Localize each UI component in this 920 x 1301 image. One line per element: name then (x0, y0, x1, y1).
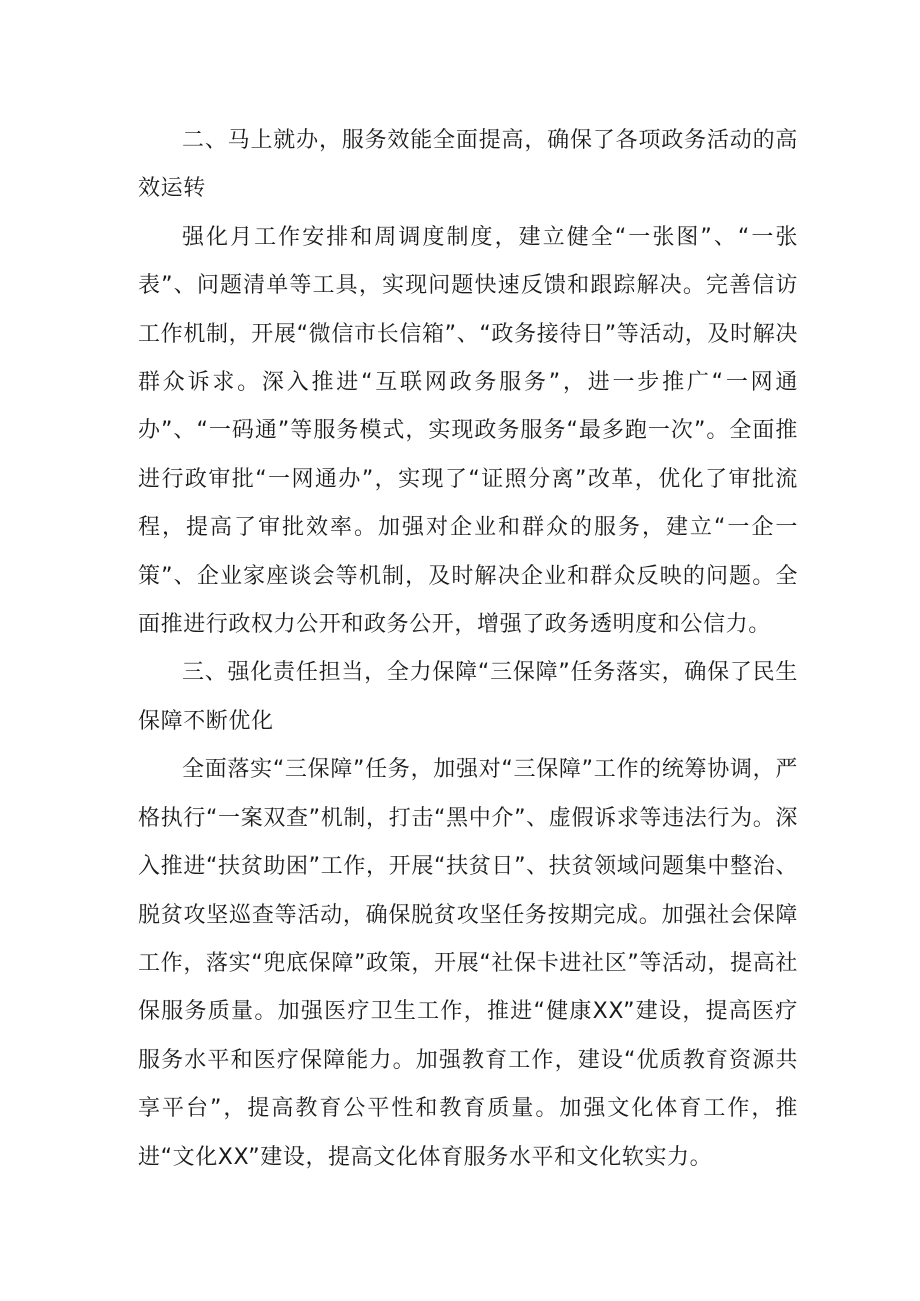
section-heading-3: 三、强化责任担当，全力保障“三保障”任务落实，确保了民生保障不断优化 (138, 660, 798, 734)
section-heading-2: 二、马上就办，服务效能全面提高，确保了各项政务活动的高效运转 (138, 128, 798, 202)
section-body-2: 强化月工作安排和周调度制度，建立健全“一张图”、“一张表”、问题清单等工具，实现问题快速反馈和跟踪解决。完善信访工作机制，开展“微信市长信箱”、“政务接待日”等活动，及时解决群众诉求。深入推进“互联网政务服务”，进一步推广“一网通办”、“一码通”等服务模式，实现政务服务“最多跑一次”。全面推进行政审批“一网通办”，实现了“证照分离”改革，优化了审批流程，提高了审批效率。加强对企业和群众的服务，建立“一企一策”、企业家座谈会等机制，及时解决企业和群众反映的问题。全面推进行政权力公开和政务公开，增强了政务透明度和公信力。 (138, 224, 798, 638)
section-body-3: 全面落实“三保障”任务，加强对“三保障”工作的统筹协调，严格执行“一案双查”机制，打击“黑中介”、虚假诉求等违法行为。深入推进“扶贫助困”工作，开展“扶贫日”、扶贫领域问题集中整治、脱贫攻坚巡查等活动，确保脱贫攻坚任务按期完成。加强社会保障工作，落实“兜底保障”政策，开展“社保卡进社区”等活动，提高社保服务质量。加强医疗卫生工作，推进“健康XX”建设，提高医疗服务水平和医疗保障能力。加强教育工作，建设“优质教育资源共享平台”，提高教育公平性和教育质量。加强文化体育工作，推进“文化XX”建设，提高文化体育服务水平和文化软实力。 (138, 757, 798, 1170)
document-body (138, 117, 798, 1182)
